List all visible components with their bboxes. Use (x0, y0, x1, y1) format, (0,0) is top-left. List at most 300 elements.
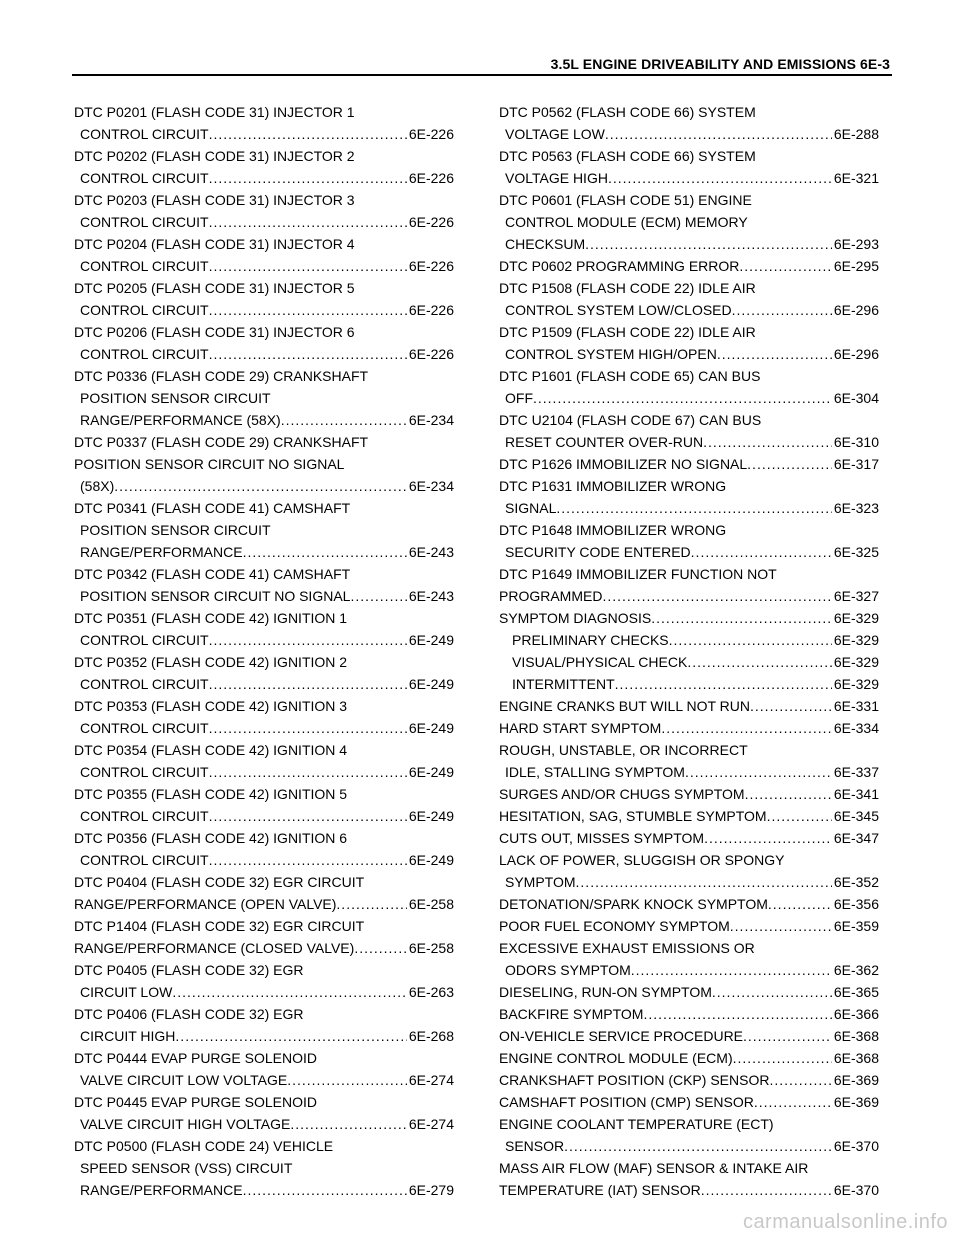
toc-entry-text: HARD START SYMPTOM (499, 720, 662, 736)
toc-entry-text: DTC U2104 (FLASH CODE 67) CAN BUS (499, 412, 762, 428)
toc-entry (74, 475, 454, 497)
toc-entry-page: 6E-249 (408, 632, 454, 648)
toc-entry (499, 1069, 879, 1091)
toc-entry-page: 6E-329 (833, 632, 879, 648)
dot-leader (209, 717, 407, 739)
toc-entry-text: PROGRAMMED (499, 588, 603, 604)
dot-leader (631, 959, 832, 981)
toc-entry (499, 761, 879, 783)
dot-leader (669, 629, 832, 651)
dot-leader (769, 1069, 831, 1091)
toc-entry-page: 6E-317 (833, 456, 879, 472)
toc-entry-page: 6E-331 (833, 698, 879, 714)
toc-entry-text: CONTROL SYSTEM LOW/CLOSED (505, 302, 732, 318)
toc-entry-page: 6E-293 (833, 236, 879, 252)
toc-entry (499, 189, 879, 211)
dot-leader (605, 123, 832, 145)
toc-entry (74, 1003, 454, 1025)
toc-entry-text: ENGINE CRANKS BUT WILL NOT RUN (499, 698, 751, 714)
toc-entry-text: DTC P0203 (FLASH CODE 31) INJECTOR 3 (74, 192, 355, 208)
toc-entry (499, 871, 879, 893)
toc-entry-text: CONTROL CIRCUIT (80, 170, 209, 186)
toc-entry (74, 365, 454, 387)
toc-entry-text: CIRCUIT HIGH (80, 1028, 176, 1044)
toc-entry-text: VOLTAGE LOW (505, 126, 605, 142)
toc-entry (499, 343, 879, 365)
toc-entry-text: VISUAL/PHYSICAL CHECK (512, 654, 688, 670)
dot-leader (768, 893, 832, 915)
toc-entry-page: 6E-274 (408, 1072, 454, 1088)
toc-entry (74, 585, 454, 607)
toc-entry-page: 6E-263 (408, 984, 454, 1000)
toc-entry-page: 6E-249 (408, 676, 454, 692)
toc-entry-page: 6E-234 (408, 478, 454, 494)
toc-entry (74, 101, 454, 123)
dot-leader (209, 299, 407, 321)
toc-entry (499, 959, 879, 981)
toc-entry-text: RANGE/PERFORMANCE (80, 1182, 243, 1198)
toc-entry (499, 651, 879, 673)
toc-entry-text: DTC P0201 (FLASH CODE 31) INJECTOR 1 (74, 104, 355, 120)
toc-entry-page: 6E-337 (833, 764, 879, 780)
toc-entry-page: 6E-345 (833, 808, 879, 824)
dot-leader (564, 1135, 832, 1157)
toc-entry-text: DTC P0562 (FLASH CODE 66) SYSTEM (499, 104, 756, 120)
toc-entry (74, 563, 454, 585)
toc-entry-page: 6E-370 (833, 1182, 879, 1198)
toc-entry (74, 893, 454, 915)
toc-entry-text: POOR FUEL ECONOMY SYMPTOM (499, 918, 730, 934)
toc-entry-page: 6E-295 (833, 258, 879, 274)
toc-entry-page: 6E-249 (408, 852, 454, 868)
toc-entry (499, 431, 879, 453)
toc-entry-text: PRELIMINARY CHECKS (512, 632, 669, 648)
toc-entry (499, 475, 879, 497)
dot-leader (209, 123, 407, 145)
toc-entry-text: ON-VEHICLE SERVICE PROCEDURE (499, 1028, 744, 1044)
toc-entry-page: 6E-249 (408, 764, 454, 780)
toc-entry-text: INTERMITTENT (512, 676, 615, 692)
toc-entry (499, 123, 879, 145)
toc-entry (74, 1157, 454, 1179)
toc-entry-page: 6E-366 (833, 1006, 879, 1022)
toc-entry (74, 717, 454, 739)
dot-leader (287, 1069, 407, 1091)
toc-entry (74, 783, 454, 805)
toc-entry (74, 937, 454, 959)
dot-leader (576, 871, 832, 893)
toc-entry-text: RANGE/PERFORMANCE (80, 544, 243, 560)
toc-entry (499, 915, 879, 937)
toc-entry (499, 893, 879, 915)
toc-entry-page: 6E-279 (408, 1182, 454, 1198)
toc-entry-page: 6E-288 (833, 126, 879, 142)
toc-entry-page: 6E-321 (833, 170, 879, 186)
toc-entry (74, 255, 454, 277)
toc-entry-text: TEMPERATURE (IAT) SENSOR (499, 1182, 701, 1198)
toc-entry-page: 6E-347 (833, 830, 879, 846)
toc-entry (499, 937, 879, 959)
toc-entry-page: 6E-268 (408, 1028, 454, 1044)
dot-leader (209, 343, 407, 365)
toc-entry (74, 805, 454, 827)
toc-entry (74, 211, 454, 233)
toc-entry-page: 6E-323 (833, 500, 879, 516)
toc-entry (499, 321, 879, 343)
toc-entry-text: DTC P1508 (FLASH CODE 22) IDLE AIR (499, 280, 756, 296)
toc-entry (499, 827, 879, 849)
toc-entry (499, 299, 879, 321)
toc-entry-text: CONTROL SYSTEM HIGH/OPEN (505, 346, 717, 362)
toc-entry-text: SECURITY CODE ENTERED (505, 544, 691, 560)
toc-entry-page: 6E-334 (833, 720, 879, 736)
watermark: carmanualsonline.info (742, 1211, 948, 1233)
toc-entry (499, 1025, 879, 1047)
toc-entry (499, 453, 879, 475)
toc-entry-text: DTC P0351 (FLASH CODE 42) IGNITION 1 (74, 610, 348, 626)
dot-leader (243, 541, 407, 563)
dot-leader (608, 167, 832, 189)
toc-entry-text: RANGE/PERFORMANCE (OPEN VALVE) (74, 896, 337, 912)
toc-entry (74, 277, 454, 299)
toc-entry (499, 981, 879, 1003)
toc-entry-text: RANGE/PERFORMANCE (58X) (80, 412, 281, 428)
toc-entry-text: DTC P0602 PROGRAMMING ERROR (499, 258, 740, 274)
toc-entry (74, 409, 454, 431)
dot-leader (209, 673, 407, 695)
toc-entry-text: POSITION SENSOR CIRCUIT NO SIGNAL (80, 588, 351, 604)
dot-leader (661, 717, 832, 739)
toc-entry-text: DTC P0444 EVAP PURGE SOLENOID (74, 1050, 318, 1066)
dot-leader (172, 981, 407, 1003)
dot-leader (750, 695, 832, 717)
toc-entry (74, 1113, 454, 1135)
toc-entry (74, 321, 454, 343)
toc-entry-text: DTC P0500 (FLASH CODE 24) VEHICLE (74, 1138, 334, 1154)
toc-entry-text: CONTROL CIRCUIT (80, 808, 209, 824)
toc-entry-text: DTC P1404 (FLASH CODE 32) EGR CIRCUIT (74, 918, 365, 934)
toc-entry-text: SENSOR (505, 1138, 565, 1154)
toc-entry-text: DTC P0202 (FLASH CODE 31) INJECTOR 2 (74, 148, 355, 164)
dot-leader (602, 585, 831, 607)
toc-entry-text: SPEED SENSOR (VSS) CIRCUIT (80, 1160, 293, 1176)
toc-entry (74, 695, 454, 717)
toc-entry-page: 6E-296 (833, 346, 879, 362)
toc-entry (499, 1157, 879, 1179)
toc-entry-page: 6E-258 (408, 940, 454, 956)
toc-entry-page: 6E-310 (833, 434, 879, 450)
toc-entry (74, 849, 454, 871)
toc-entry-page: 6E-274 (408, 1116, 454, 1132)
toc-entry-text: ENGINE CONTROL MODULE (ECM) (499, 1050, 733, 1066)
dot-leader (747, 453, 832, 475)
toc-entry-text: DTC P0601 (FLASH CODE 51) ENGINE (499, 192, 752, 208)
toc-entry-text: CRANKSHAFT POSITION (CKP) SENSOR (499, 1072, 770, 1088)
toc-entry-text: OFF (505, 390, 533, 406)
toc-entry-page: 6E-226 (408, 346, 454, 362)
dot-leader (733, 1047, 832, 1069)
toc-entry-text: DETONATION/SPARK KNOCK SYMPTOM (499, 896, 768, 912)
toc-entry (499, 145, 879, 167)
toc-entry-page: 6E-329 (833, 610, 879, 626)
dot-leader (556, 497, 831, 519)
dot-leader (701, 1179, 832, 1201)
toc-entry-page: 6E-325 (833, 544, 879, 560)
toc-entry-page: 6E-258 (408, 896, 454, 912)
dot-leader (336, 893, 406, 915)
dot-leader (585, 233, 832, 255)
toc-entry-text: (58X) (80, 478, 115, 494)
toc-entry-page: 6E-352 (833, 874, 879, 890)
toc-entry-page: 6E-226 (408, 170, 454, 186)
toc-entry-text: DTC P0205 (FLASH CODE 31) INJECTOR 5 (74, 280, 355, 296)
toc-entry (499, 233, 879, 255)
toc-entry (499, 673, 879, 695)
toc-entry-page: 6E-329 (833, 676, 879, 692)
dot-leader (739, 255, 831, 277)
dot-leader (209, 255, 407, 277)
toc-entry (74, 959, 454, 981)
toc-entry (499, 717, 879, 739)
toc-entry-page: 6E-226 (408, 302, 454, 318)
toc-entry (499, 783, 879, 805)
header-rule (72, 74, 892, 76)
dot-leader (754, 1091, 832, 1113)
toc-column-left (74, 101, 454, 1201)
dot-leader (290, 1113, 407, 1135)
dot-leader (745, 783, 832, 805)
dot-leader (243, 1179, 407, 1201)
toc-entry (499, 629, 879, 651)
toc-entry-page: 6E-359 (833, 918, 879, 934)
toc-entry-text: LACK OF POWER, SLUGGISH OR SPONGY (499, 852, 785, 868)
toc-entry-text: CONTROL CIRCUIT (80, 302, 209, 318)
toc-entry-page: 6E-304 (833, 390, 879, 406)
toc-entry (74, 453, 454, 475)
toc-entry-page: 6E-327 (833, 588, 879, 604)
toc-entry (74, 541, 454, 563)
dot-leader (114, 475, 407, 497)
dot-leader (685, 761, 832, 783)
toc-entry-text: CAMSHAFT POSITION (CMP) SENSOR (499, 1094, 754, 1110)
toc-entry (74, 497, 454, 519)
toc-entry-text: DTC P0204 (FLASH CODE 31) INJECTOR 4 (74, 236, 355, 252)
toc-entry (74, 629, 454, 651)
toc-entry (499, 1047, 879, 1069)
dot-leader (717, 343, 832, 365)
toc-entry (499, 409, 879, 431)
dot-leader (281, 409, 407, 431)
dot-leader (209, 167, 407, 189)
toc-entry-page: 6E-365 (833, 984, 879, 1000)
toc-entry (499, 739, 879, 761)
toc-entry (74, 651, 454, 673)
toc-entry-page: 6E-368 (833, 1028, 879, 1044)
toc-entry-text: DTC P0337 (FLASH CODE 29) CRANKSHAFT (74, 434, 369, 450)
toc-entry-text: DTC P1601 (FLASH CODE 65) CAN BUS (499, 368, 761, 384)
toc-entry-text: MASS AIR FLOW (MAF) SENSOR & INTAKE AIR (499, 1160, 809, 1176)
toc-entry (74, 673, 454, 695)
toc-entry-text: CONTROL CIRCUIT (80, 720, 209, 736)
toc-entry-text: DTC P0353 (FLASH CODE 42) IGNITION 3 (74, 698, 348, 714)
toc-entry-page: 6E-362 (833, 962, 879, 978)
toc-entry-text: VALVE CIRCUIT LOW VOLTAGE (80, 1072, 288, 1088)
toc-entry-text: DTC P0354 (FLASH CODE 42) IGNITION 4 (74, 742, 348, 758)
dot-leader (354, 937, 407, 959)
toc-entry (499, 519, 879, 541)
toc-entry (499, 1135, 879, 1157)
toc-entry (74, 915, 454, 937)
dot-leader (732, 299, 832, 321)
toc-entry-text: SIGNAL (505, 500, 557, 516)
toc-entry-page: 6E-249 (408, 808, 454, 824)
toc-entry (74, 981, 454, 1003)
toc-entry-text: SURGES AND/OR CHUGS SYMPTOM (499, 786, 745, 802)
toc-entry-text: CONTROL CIRCUIT (80, 852, 209, 868)
toc-entry (499, 695, 879, 717)
toc-entry-text: HESITATION, SAG, STUMBLE SYMPTOM (499, 808, 767, 824)
toc-entry-text: ROUGH, UNSTABLE, OR INCORRECT (499, 742, 748, 758)
toc-entry-text: DTC P0355 (FLASH CODE 42) IGNITION 5 (74, 786, 348, 802)
toc-entry-text: ODORS SYMPTOM (505, 962, 631, 978)
toc-entry-page: 6E-369 (833, 1072, 879, 1088)
toc-entry (499, 607, 879, 629)
toc-entry-text: DTC P0445 EVAP PURGE SOLENOID (74, 1094, 318, 1110)
dot-leader (703, 431, 832, 453)
dot-leader (209, 629, 407, 651)
toc-entry-text: DTC P1631 IMMOBILIZER WRONG (499, 478, 727, 494)
toc-entry (74, 1025, 454, 1047)
dot-leader (712, 981, 832, 1003)
toc-entry (74, 431, 454, 453)
toc-entry-text: CONTROL CIRCUIT (80, 126, 209, 142)
toc-entry-text: SYMPTOM DIAGNOSIS (499, 610, 652, 626)
toc-entry (499, 211, 879, 233)
page-header (72, 50, 892, 76)
toc-entry-page: 6E-226 (408, 126, 454, 142)
toc-entry-text: DTC P0404 (FLASH CODE 32) EGR CIRCUIT (74, 874, 365, 890)
dot-leader (643, 1003, 831, 1025)
toc-entry-text: DTC P1509 (FLASH CODE 22) IDLE AIR (499, 324, 756, 340)
toc-entry (499, 1113, 879, 1135)
toc-entry (74, 145, 454, 167)
toc-entry (74, 1091, 454, 1113)
toc-entry-page: 6E-234 (408, 412, 454, 428)
toc-entry (74, 519, 454, 541)
toc-entry (499, 585, 879, 607)
toc-entry (499, 497, 879, 519)
toc-entry (74, 739, 454, 761)
toc-entry (74, 299, 454, 321)
toc-entry-text: DTC P1648 IMMOBILIZER WRONG (499, 522, 727, 538)
toc-entry-page: 6E-341 (833, 786, 879, 802)
toc-entry-page: 6E-368 (833, 1050, 879, 1066)
toc-entry (74, 761, 454, 783)
toc-entry (74, 871, 454, 893)
page-title: 3.5L ENGINE DRIVEABILITY AND EMISSIONS 6E-3 (550, 56, 890, 72)
dot-leader (533, 387, 832, 409)
toc-entry-text: CONTROL CIRCUIT (80, 764, 209, 780)
toc-entry-text: VOLTAGE HIGH (505, 170, 608, 186)
dot-leader (209, 849, 407, 871)
toc-entry-text: CHECKSUM (505, 236, 586, 252)
dot-leader (209, 761, 407, 783)
toc-entry-text: CONTROL CIRCUIT (80, 346, 209, 362)
toc-entry-page: 6E-249 (408, 720, 454, 736)
toc-entry (74, 123, 454, 145)
toc-entry (74, 1047, 454, 1069)
toc-entry-text: POSITION SENSOR CIRCUIT NO SIGNAL (74, 456, 345, 472)
toc-entry (74, 343, 454, 365)
toc-entry-text: ENGINE COOLANT TEMPERATURE (ECT) (499, 1116, 774, 1132)
toc-entry-text: DTC P1626 IMMOBILIZER NO SIGNAL (499, 456, 748, 472)
toc-entry (499, 1091, 879, 1113)
toc-entry (499, 563, 879, 585)
dot-leader (209, 211, 407, 233)
toc-entry-page: 6E-329 (833, 654, 879, 670)
toc-entry-text: CONTROL CIRCUIT (80, 258, 209, 274)
toc-entry (74, 233, 454, 255)
toc-entry (499, 167, 879, 189)
toc-entry (499, 1179, 879, 1201)
toc-entry-text: DTC P0406 (FLASH CODE 32) EGR (74, 1006, 304, 1022)
toc-entry-text: CONTROL CIRCUIT (80, 676, 209, 692)
toc-entry (499, 805, 879, 827)
toc-entry (499, 1003, 879, 1025)
toc-entry (499, 541, 879, 563)
toc-entry-text: DTC P0341 (FLASH CODE 41) CAMSHAFT (74, 500, 351, 516)
toc-entry (74, 1135, 454, 1157)
toc-entry (499, 849, 879, 871)
dot-leader (175, 1025, 406, 1047)
toc-entry (74, 167, 454, 189)
toc-entry-page: 6E-243 (408, 588, 454, 604)
dot-leader (691, 541, 832, 563)
toc-entry (74, 1069, 454, 1091)
toc-column-right (499, 101, 879, 1201)
dot-leader (651, 607, 832, 629)
toc-entry-text: POSITION SENSOR CIRCUIT (80, 522, 271, 538)
toc-entry-text: VALVE CIRCUIT HIGH VOLTAGE (80, 1116, 291, 1132)
toc-entry-text: POSITION SENSOR CIRCUIT (80, 390, 271, 406)
toc-entry-page: 6E-370 (833, 1138, 879, 1154)
dot-leader (767, 805, 832, 827)
toc-entry-text: CIRCUIT LOW (80, 984, 173, 1000)
toc-entry (499, 101, 879, 123)
dot-leader (743, 1025, 832, 1047)
toc-entry-text: EXCESSIVE EXHAUST EMISSIONS OR (499, 940, 755, 956)
dot-leader (350, 585, 406, 607)
toc-entry (74, 827, 454, 849)
toc-entry-text: BACKFIRE SYMPTOM (499, 1006, 644, 1022)
toc-entry-page: 6E-356 (833, 896, 879, 912)
dot-leader (209, 805, 407, 827)
toc-entry-text: DTC P0356 (FLASH CODE 42) IGNITION 6 (74, 830, 348, 846)
toc-entry-text: DTC P0206 (FLASH CODE 31) INJECTOR 6 (74, 324, 355, 340)
toc-entry-page: 6E-296 (833, 302, 879, 318)
toc-entry-text: CONTROL CIRCUIT (80, 214, 209, 230)
toc-entry-text: DTC P0336 (FLASH CODE 29) CRANKSHAFT (74, 368, 369, 384)
toc-entry-text: CONTROL MODULE (ECM) MEMORY (505, 214, 748, 230)
toc-entry (74, 189, 454, 211)
dot-leader (687, 651, 832, 673)
toc-entry-text: RESET COUNTER OVER-RUN (505, 434, 704, 450)
toc-entry-text: RANGE/PERFORMANCE (CLOSED VALVE) (74, 940, 355, 956)
toc-entry (499, 255, 879, 277)
toc-entry-page: 6E-226 (408, 214, 454, 230)
toc-entry-text: DTC P0342 (FLASH CODE 41) CAMSHAFT (74, 566, 351, 582)
toc-entry-text: CUTS OUT, MISSES SYMPTOM (499, 830, 705, 846)
